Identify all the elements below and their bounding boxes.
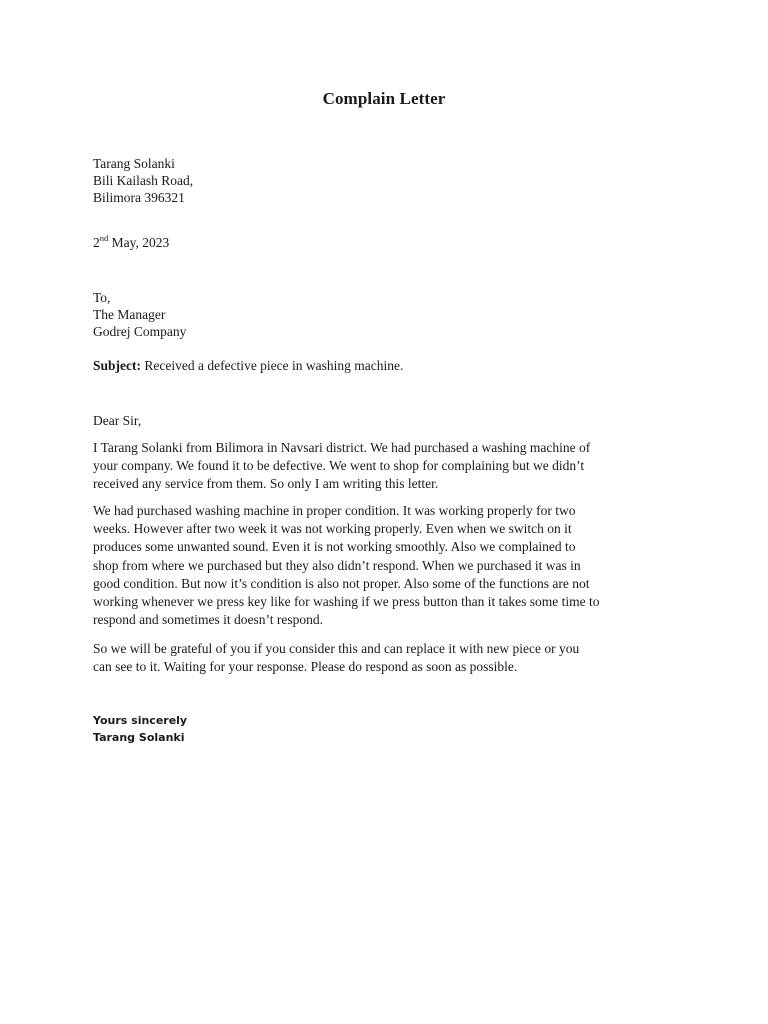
paragraph-line: good condition. But now it’s condition is also not proper. Also some of the functions are not — [93, 575, 590, 591]
recipient-company: Godrej Company — [93, 324, 187, 339]
date-rest: May, 2023 — [108, 235, 170, 250]
closing-name: Tarang Solanki — [93, 731, 185, 744]
body-paragraph-1 — [93, 439, 683, 494]
subject-line — [93, 357, 403, 374]
paragraph-line: produces some unwanted sound. Even it is not working smoothly. Also we complained to — [93, 539, 576, 555]
body-paragraph-3 — [93, 640, 683, 676]
closing-phrase: Yours sincerely — [93, 714, 188, 727]
date-suffix: nd — [99, 232, 109, 243]
paragraph-line: respond and sometimes it doesn’t respond. — [93, 612, 323, 628]
paragraph-line: can see to it. Waiting for your response. Please do respond as soon as possible. — [93, 659, 518, 675]
sender-address-line1: Bili Kailash Road, — [93, 173, 194, 188]
date-day: 2 — [93, 235, 100, 250]
subject-label: Subject: — [93, 358, 141, 373]
salutation: Dear Sir, — [93, 413, 142, 428]
letter-date — [93, 234, 169, 251]
paragraph-line: I Tarang Solanki from Bilimora in Navsari district. We had purchased a washing machine of — [93, 440, 591, 455]
recipient-title: The Manager — [93, 307, 166, 322]
paragraph-line: your company. We found it to be defective. We went to shop for complaining but we didn’t — [93, 458, 585, 474]
sender-name: Tarang Solanki — [93, 156, 175, 171]
paragraph-line: We had purchased washing machine in proper condition. It was working properly for two — [93, 503, 576, 518]
recipient-to: To, — [93, 290, 111, 305]
paragraph-line: working whenever we press key like for washing if we press button than it takes some time to — [93, 594, 600, 610]
letter-title: Complain Letter — [322, 89, 446, 108]
paragraph-line: So we will be grateful of you if you consider this and can replace it with new piece or you — [93, 641, 580, 656]
subject-text: Received a defective piece in washing machine. — [141, 358, 404, 373]
paragraph-line: weeks. However after two week it was not working properly. Even when we switch on it — [93, 521, 572, 537]
paragraph-line: received any service from them. So only I am writing this letter. — [93, 476, 439, 492]
sender-address-line2: Bilimora 396321 — [93, 190, 185, 205]
paragraph-line: shop from where we purchased but they also didn’t respond. When we purchased it was in — [93, 557, 581, 573]
body-paragraph-2 — [93, 502, 683, 629]
